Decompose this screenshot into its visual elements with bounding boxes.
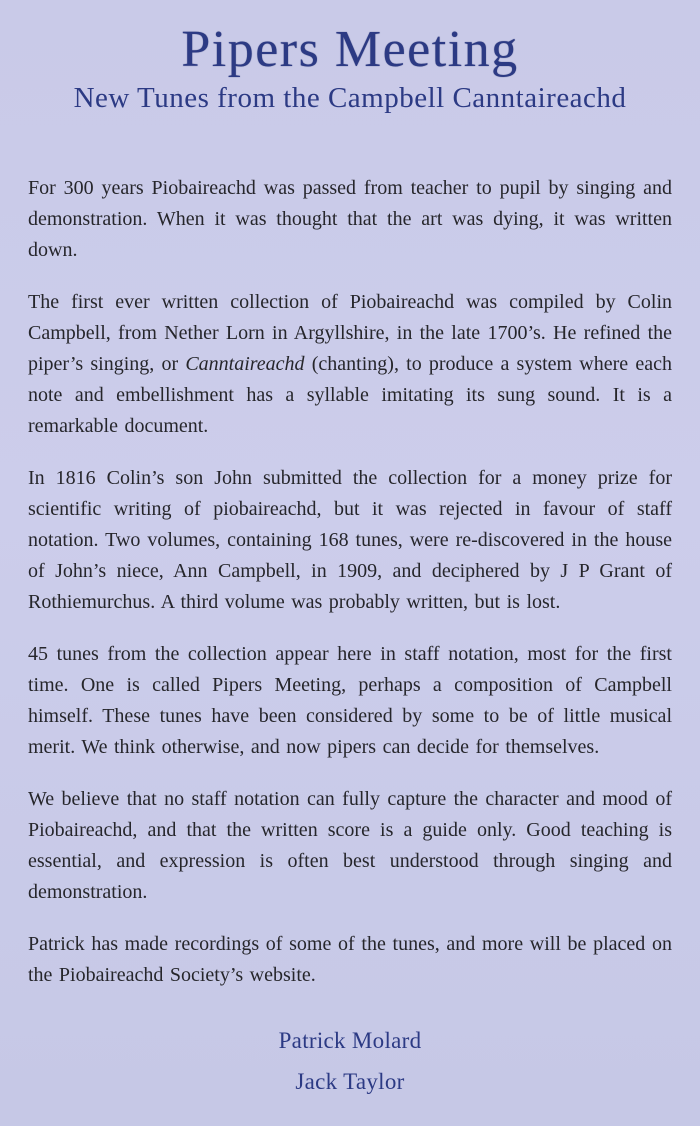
paragraph-text: For 300 years Piobaireachd was passed from teacher to pupil by singing and demonstration. When it was thought that the art was dying, it was written down. [28, 177, 672, 262]
paragraph-text: We believe that no staff notation can fully capture the character and mood of Piobaireachd, and that the written score is a guide only. Good teaching is essential, and expression is often best understood through singing and demonstration. [28, 788, 672, 904]
signature-jack-taylor: Jack Taylor [295, 1069, 405, 1095]
paragraph-staff-notation [28, 784, 672, 908]
paragraph-history [28, 173, 672, 266]
paragraph-text-italic-canntaireachd: Canntaireachd [185, 353, 305, 376]
signature-patrick-molard: Patrick Molard [278, 1028, 422, 1054]
page-title: Pipers Meeting [181, 21, 519, 78]
paragraph-1816-volumes [28, 463, 672, 618]
paragraph-colin-campbell [28, 287, 672, 442]
signatures [0, 1025, 700, 1097]
body-text [28, 173, 672, 991]
page-header [0, 20, 700, 117]
page-subtitle: New Tunes from the Campbell Canntaireachd [73, 81, 627, 114]
paragraph-text: In 1816 Colin’s son John submitted the collection for a money prize for scientific writing of piobaireachd, but it was rejected in favour of staff notation. Two volumes, containing 168 tunes, were re-discovered in the house of John’s niece, Ann Campbell, in 1909, and deciphered by J P Grant of Rothiemurchus. A third volume was probably written, but is lost. [28, 467, 672, 614]
paragraph-recordings [28, 929, 672, 991]
paragraph-text: The first ever written collection of Piobaireachd was compiled by Colin Campbell, from Nether Lorn in Argyllshire, in the late 1700’s. He refined the piper’s singing, or [28, 291, 672, 376]
paragraph-text: (chanting), to produce a system where each note and embellishment has a syllable imitating its sung sound. It is a remarkable document. [28, 353, 672, 438]
paragraph-text: 45 tunes from the collection appear here in staff notation, most for the first time. One is called Pipers Meeting, perhaps a composition of Campbell himself. These tunes have been considered by some to be of little musical merit. We think otherwise, and now pipers can decide for themselves. [28, 643, 672, 759]
paragraph-text: Patrick has made recordings of some of the tunes, and more will be placed on the Piobaireachd Society’s website. [28, 933, 672, 987]
paragraph-45-tunes [28, 639, 672, 763]
